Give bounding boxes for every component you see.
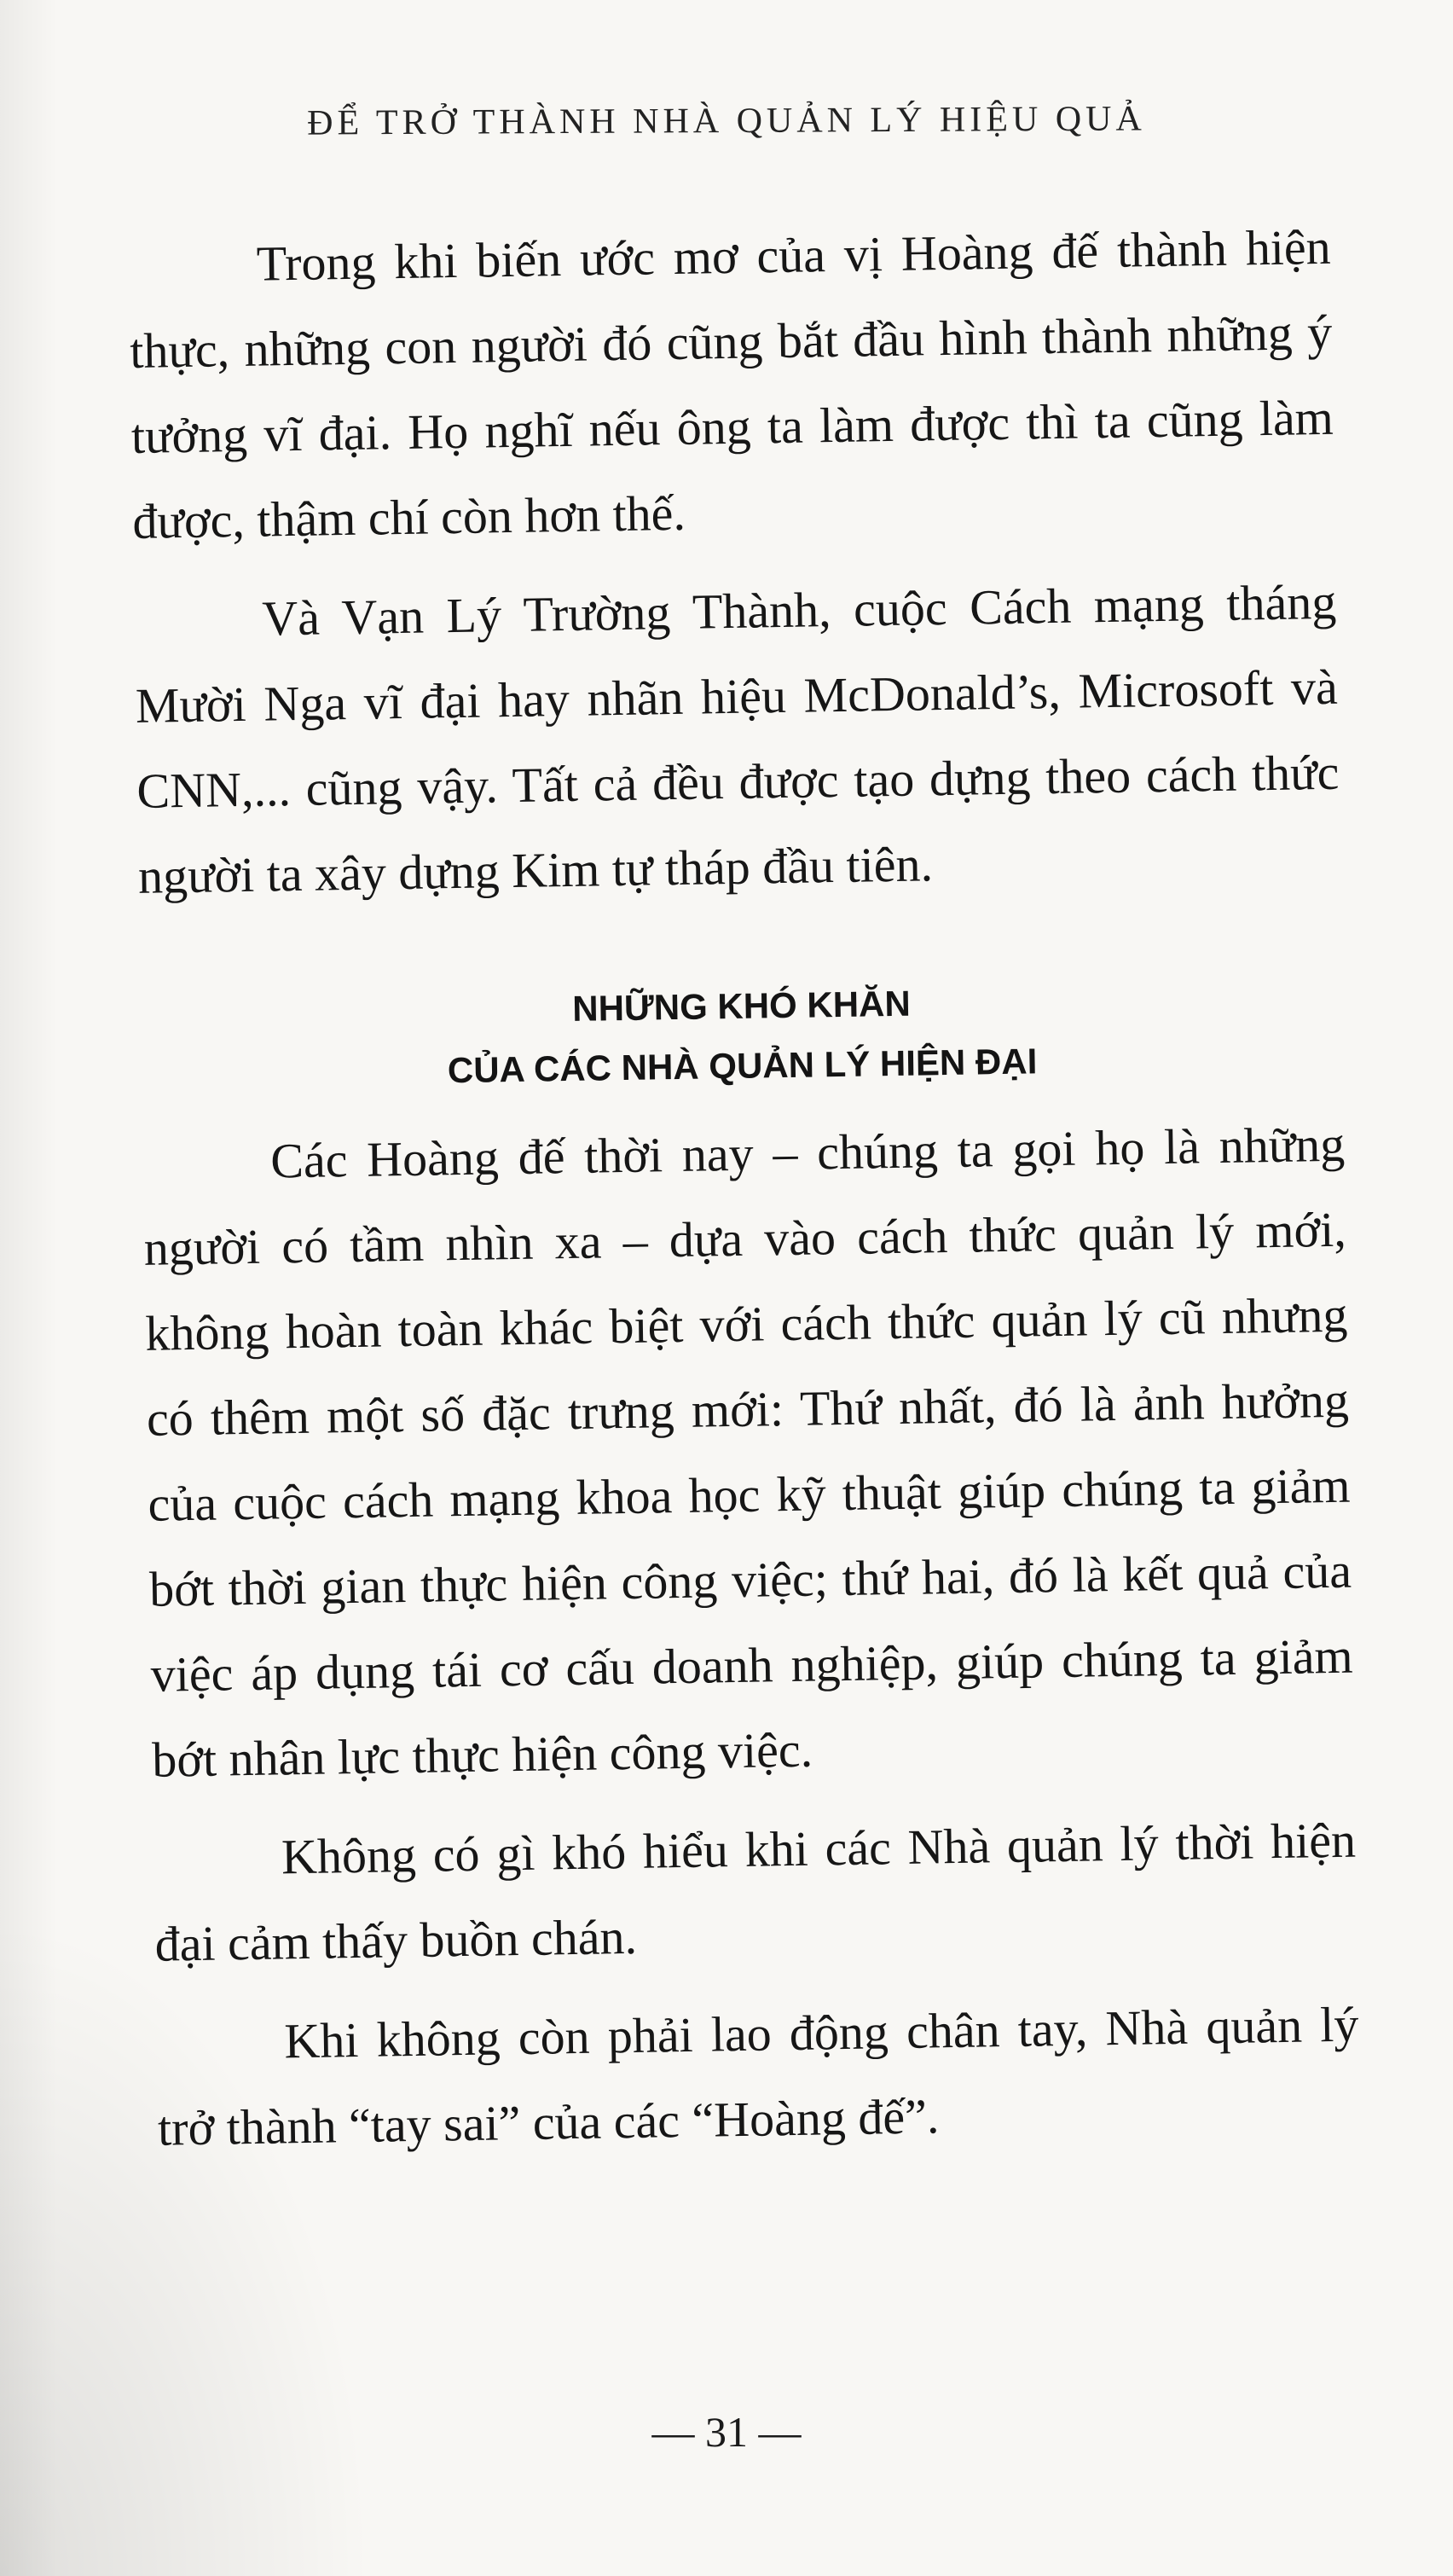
page-number: — 31 — xyxy=(651,2408,802,2456)
running-header: ĐỂ TRỞ THÀNH NHÀ QUẢN LÝ HIỆU QUẢ xyxy=(307,99,1146,143)
paragraph: Các Hoàng đế thời nay – chúng ta gọi họ là những người có tầm nhìn xa – dựa vào cách thức quản lý mới, không hoàn toàn khác biệt với cách thức quản lý cũ nhưng có thêm một số đặc trưng mới: Thứ nhất, đó là ảnh hưởng của cuộc cách mạng khoa học kỹ thuật giúp chúng ta giảm bớt thời gian thực hiện công việc; thứ hai, đó là kết quả của việc áp dụng tái cơ cấu doanh nghiệp, giúp chúng ta giảm bớt nhân lực thực hiện công việc. xyxy=(143,1116,1354,1788)
paragraph: Trong khi biến ước mơ của vị Hoàng đế thành hiện thực, những con người đó cũng bắt đầu hình thành những ý tưởng vĩ đại. Họ nghĩ nếu ông ta làm được thì ta cũng làm được, thậm chí còn hơn thế. xyxy=(129,218,1334,549)
page-body xyxy=(128,205,1361,2185)
paragraph: Không có gì khó hiểu khi các Nhà quản lý thời hiện đại cảm thấy buồn chán. xyxy=(154,1812,1357,1972)
section-heading-line-1: NHỮNG KHÓ KHĂN xyxy=(571,983,912,1029)
section-heading-line-2: CỦA CÁC NHÀ QUẢN LÝ HIỆN ĐẠI xyxy=(447,1041,1038,1091)
paragraph: Khi không còn phải lao động chân tay, Nhà quản lý trở thành “tay sai” của các “Hoàng đế”. xyxy=(157,1996,1359,2156)
section-heading xyxy=(140,967,1344,1105)
paragraph: Và Vạn Lý Trường Thành, cuộc Cách mạng tháng Mười Nga vĩ đại hay nhãn hiệu McDonald’s, Microsoft và CNN,... cũng vậy. Tất cả đều được tạo dựng theo cách thức người ta xây dựng Kim tự tháp đầu tiên. xyxy=(135,573,1340,904)
